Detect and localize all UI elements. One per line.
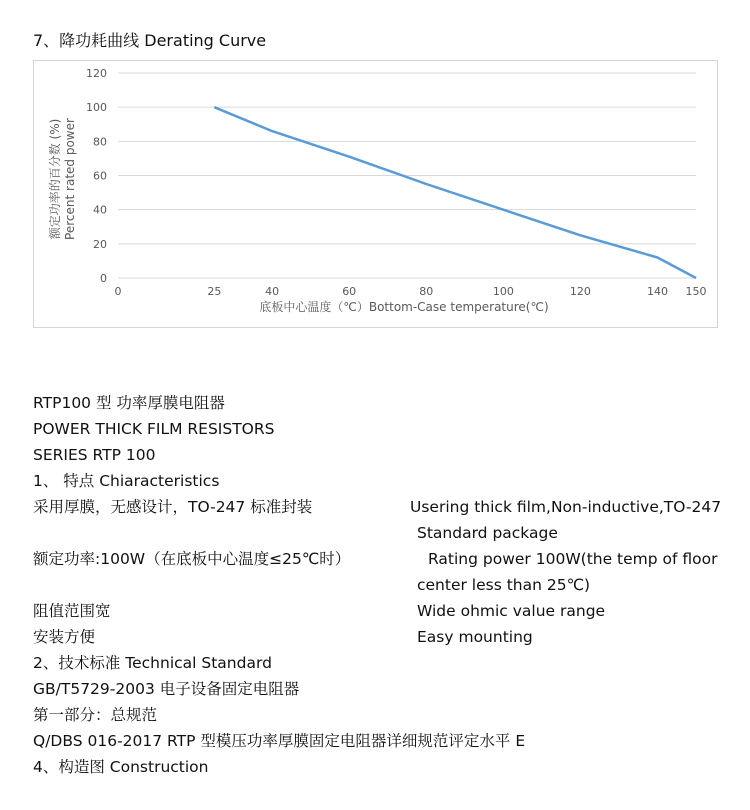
y-tick-label: 0 <box>100 272 107 285</box>
x-tick-label: 140 <box>646 285 668 298</box>
derating-chart-svg <box>34 61 719 329</box>
char2-en-line2: center less than 25℃) <box>417 576 591 594</box>
standard-gb: GB/T5729-2003 电子设备固定电阻器 <box>33 680 300 698</box>
x-tick-label: 100 <box>492 285 514 298</box>
x-tick-label: 0 <box>114 285 122 298</box>
char4-cn: 安装方便 <box>33 628 96 646</box>
product-title-cn: RTP100 型 功率厚膜电阻器 <box>33 394 225 412</box>
y-axis-label-en: Percent rated power <box>63 118 77 240</box>
y-tick-label: 40 <box>93 203 107 217</box>
x-tick-label: 80 <box>419 285 434 298</box>
y-tick-label: 100 <box>86 101 107 115</box>
char4-en: Easy mounting <box>417 628 533 646</box>
derating-series-line <box>214 107 696 278</box>
product-series: SERIES RTP 100 <box>33 446 156 464</box>
standard-part1: 第一部分：总规范 <box>33 706 158 724</box>
y-tick-label: 120 <box>86 67 107 80</box>
x-tick-label: 60 <box>342 285 357 298</box>
y-tick-label: 80 <box>93 135 107 149</box>
char3-cn: 阻值范围宽 <box>33 602 111 620</box>
standard-heading: 2、技术标准 Technical Standard <box>33 654 272 672</box>
char1-en-line2: Standard package <box>417 524 558 542</box>
x-tick-label: 120 <box>569 285 591 298</box>
char1-cn: 采用厚膜，无感设计，TO-247 标准封装 <box>33 498 313 516</box>
y-tick-label: 60 <box>93 169 107 183</box>
x-tick-label: 40 <box>265 285 280 298</box>
section-title: 7、降功耗曲线 Derating Curve <box>33 31 267 50</box>
y-axis-label-cn: 额定功率的百分数 (%) <box>48 118 62 240</box>
char3-en: Wide ohmic value range <box>417 602 606 620</box>
char2-cn: 额定功率:100W（在底板中心温度≤25℃时） <box>33 550 351 568</box>
char1-en-line1: Usering thick film,Non-inductive,TO-247 <box>410 498 722 516</box>
product-title-en: POWER THICK FILM RESISTORS <box>33 420 275 438</box>
construction-heading: 4、构造图 Construction <box>33 758 209 776</box>
char2-en-line1: Rating power 100W(the temp of floor <box>428 550 718 568</box>
characteristics-heading: 1、 特点 Chiaracteristics <box>33 472 220 490</box>
x-axis-label: 底板中心温度（℃）Bottom-Case temperature(℃) <box>259 300 549 314</box>
x-tick-label: 150 <box>685 285 707 298</box>
derating-chart <box>33 60 718 328</box>
y-tick-label: 20 <box>93 237 107 251</box>
x-tick-label: 25 <box>207 285 222 298</box>
standard-qdbs: Q/DBS 016-2017 RTP 型模压功率厚膜固定电阻器详细规范评定水平 E <box>33 732 526 750</box>
